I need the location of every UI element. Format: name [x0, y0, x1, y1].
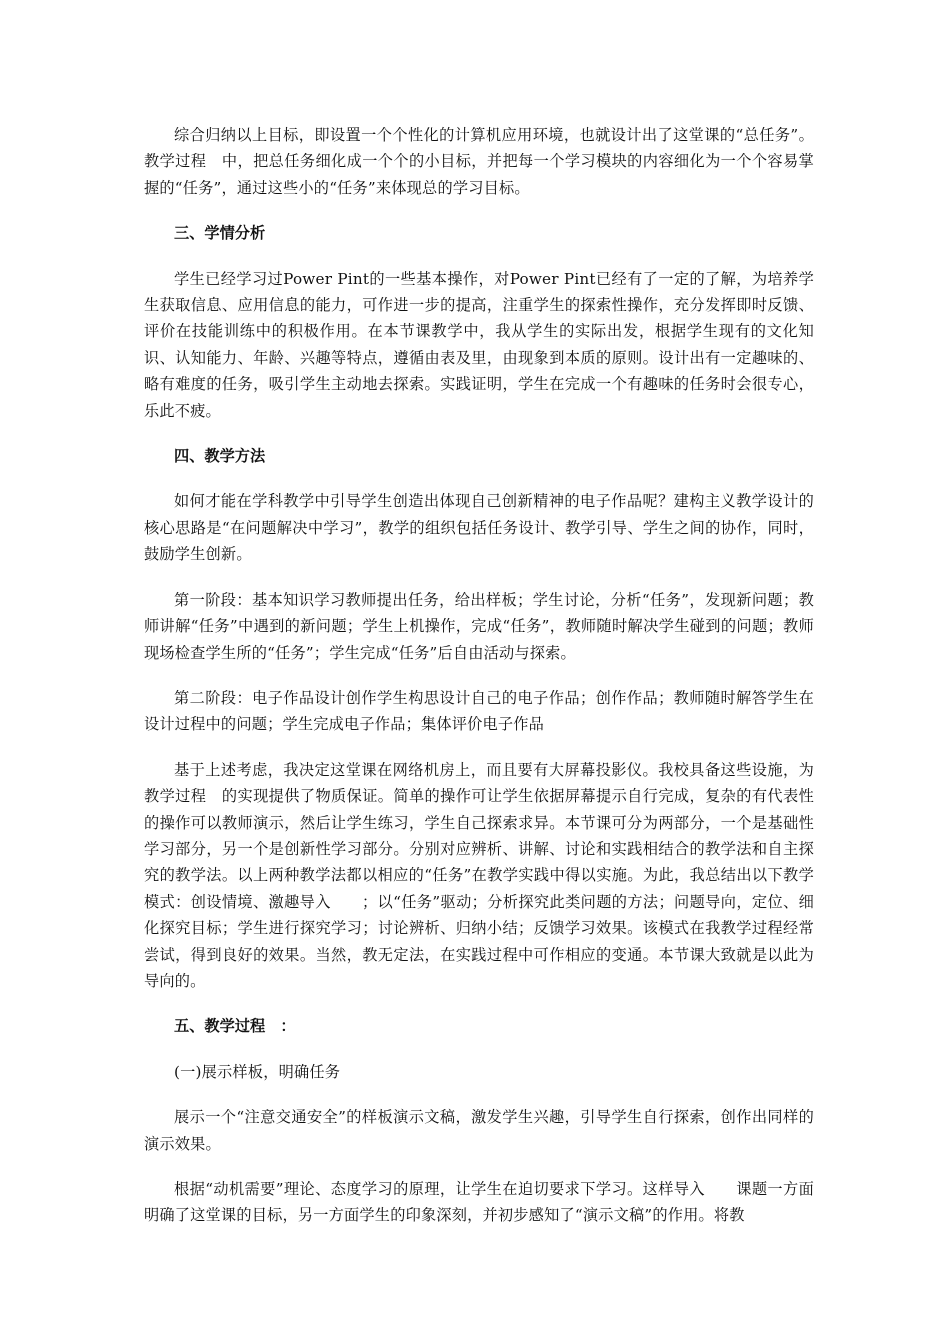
paragraph-sample-demo: 展示一个“注意交通安全”的样板演示文稿，激发学生兴趣，引导学生自行探索，创作出同样的演示效果。 [144, 1108, 814, 1153]
heading-learner-analysis: 三、学情分析 [174, 224, 266, 243]
heading-teaching-process: 五、教学过程 ： [174, 1017, 296, 1036]
document-body [144, 122, 814, 1229]
paragraph-methods-intro: 如何才能在学科教学中引导学生创造出体现自己创新精神的电子作品呢？建构主义教学设计的核心思路是“在问题解决中学习”，教学的组织包括任务设计、教学引导、学生之间的协作，同时，鼓励学生创新。 [144, 492, 814, 564]
paragraph-stage-one: 第一阶段：基本知识学习教师提出任务，给出样板；学生讨论，分析“任务”，发现新问题；教师讲解“任务”中遇到的新问题；学生上机操作，完成“任务”，教师随时解决学生碰到的问题；教师现场检查学生所的“任务”；学生完成“任务”后自由活动与探索。 [144, 590, 814, 662]
paragraph-motivation: 根据“动机需要”理论、态度学习的原理，让学生在迫切要求下学习。这样导入 课题一方面明确了这堂课的目标，另一方面学生的印象深刻，并初步感知了“演示文稿”的作用。将教 [144, 1180, 814, 1225]
paragraph-stage-two: 第二阶段：电子作品设计创作学生构思设计自己的电子作品；创作作品；教师随时解答学生在设计过程中的问题；学生完成电子作品；集体评价电子作品 [144, 688, 814, 734]
paragraph-summary: 综合归纳以上目标，即设置一个个性化的计算机应用环境，也就设计出了这堂课的“总任务”。教学过程 中，把总任务细化成一个个的小目标，并把每一个学习模块的内容细化为一个个容易掌握的“任务”，通过这些小的“任务”来体现总的学习目标。 [144, 126, 814, 197]
heading-teaching-methods: 四、教学方法 [174, 447, 266, 466]
paragraph-learner-analysis: 学生已经学习过Power Pint的一些基本操作，对Power Pint已经有了一定的了解，为培养学生获取信息、应用信息的能力，可作进一步的提高，注重学生的探索性操作，充分发挥即时反馈、评价在技能训练中的积极作用。在本节课教学中，我从学生的实际出发，根据学生现有的文化知识、认知能力、年龄、兴趣等特点，遵循由表及里，由现象到本质的原则。设计出有一定趣味的、略有难度的任务，吸引学生主动地去探索。实践证明，学生在完成一个有趣味的任务时会很专心，乐此不疲。 [144, 269, 814, 420]
paragraph-teaching-model: 基于上述考虑，我决定这堂课在网络机房上，而且要有大屏幕投影仪。我校具备这些设施，为教学过程 的实现提供了物质保证。简单的操作可让学生依据屏幕提示自行完成，复杂的有代表性的操作可以教师演示，然后让学生练习，学生自己探索求异。本节课可分为两部分，一个是基础性学习部分，另一个是创新性学习部分。分别对应辨析、讲解、讨论和实践相结合的教学法和自主探究的教学法。以上两种教学法都以相应的“任务”在教学实践中得以实施。为此，我总结出以下教学模式：创设情境、激趣导入 ；以“任务”驱动；分析探究此类问题的方法；问题导向，定位、细化探究目标；学生进行探究学习；讨论辨析、归纳小结；反馈学习效果。该模式在我教学过程经常尝试，得到良好的效果。当然，教无定法，在实践过程中可作相应的变通。本节课大致就是以此为导向的。 [144, 760, 814, 990]
paragraph-step-one-title: (一)展示样板，明确任务 [174, 1062, 341, 1081]
